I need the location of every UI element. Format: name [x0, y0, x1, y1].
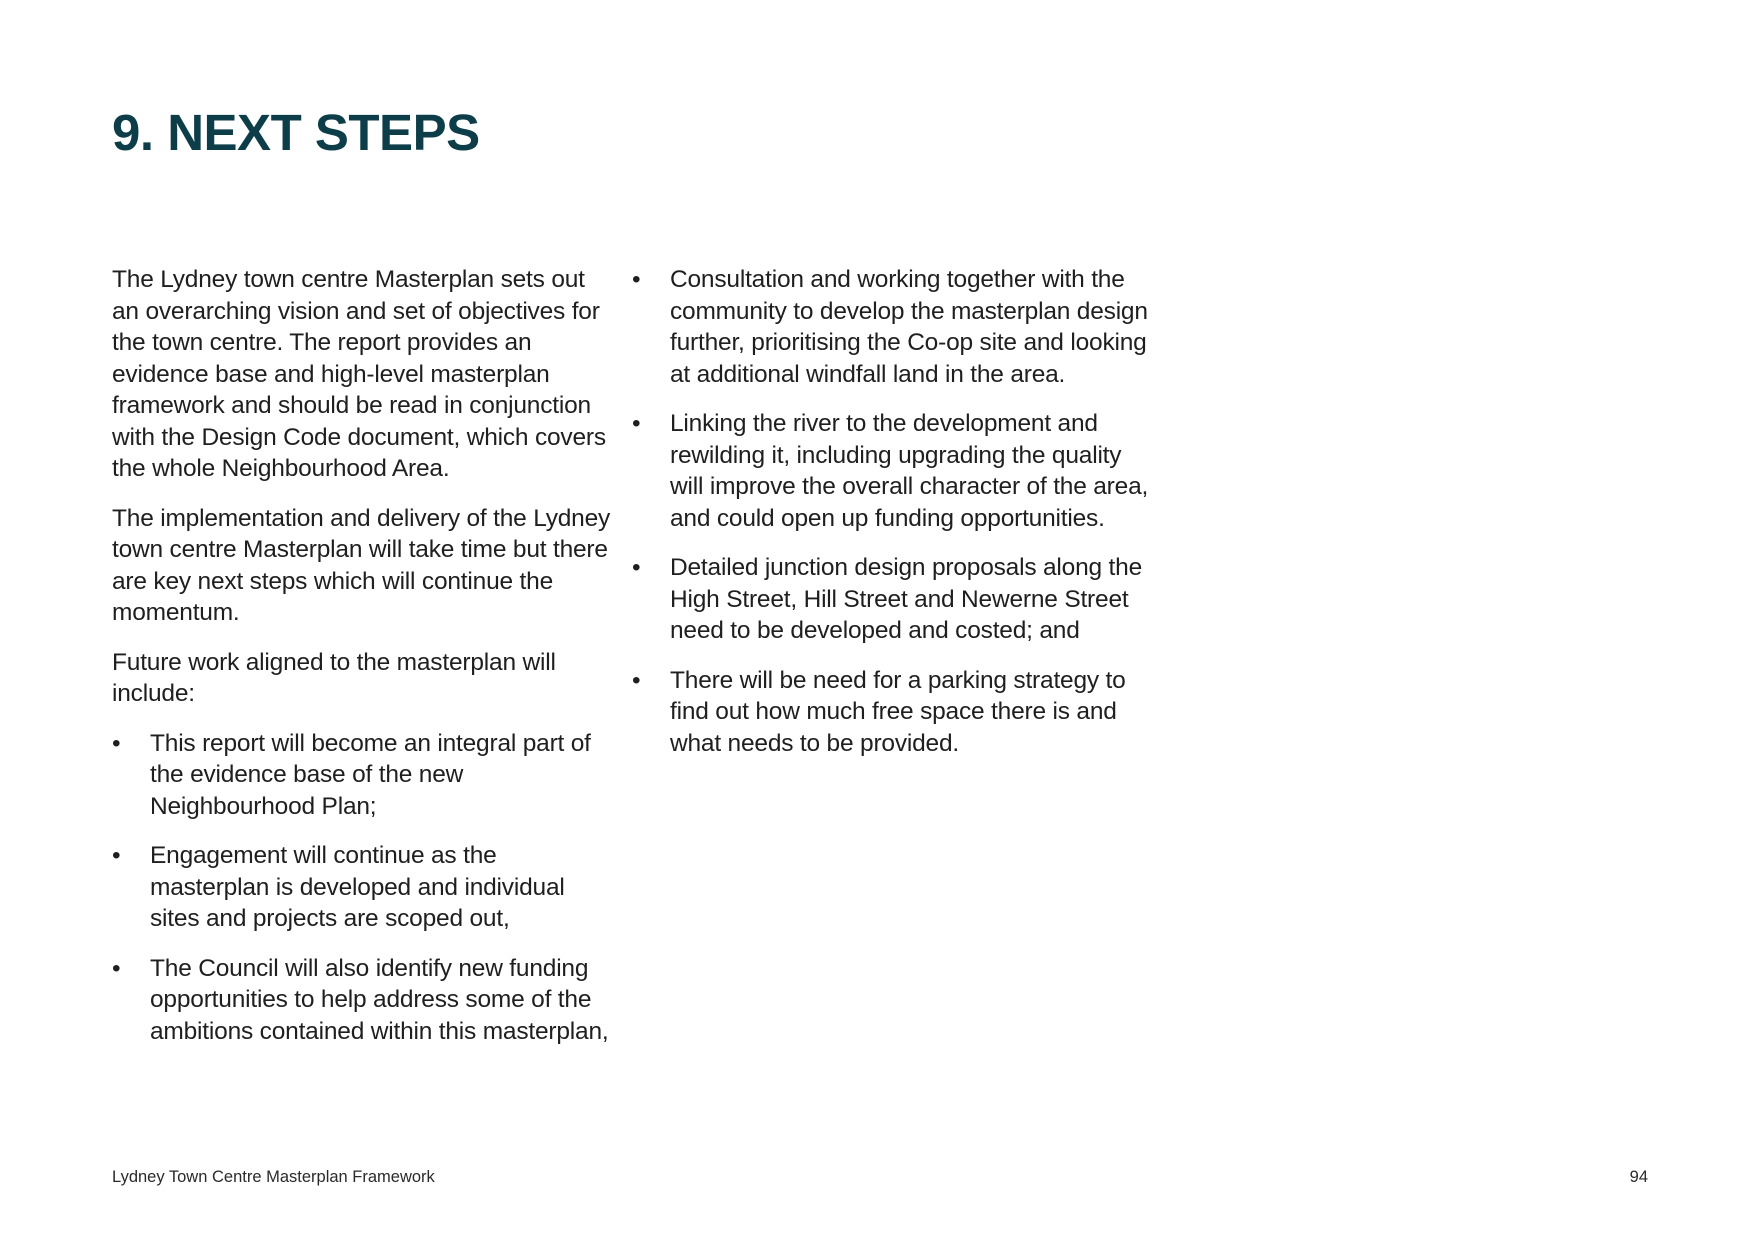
- future-work-list: [112, 728, 612, 1048]
- list-item: [112, 728, 612, 823]
- bullet-icon: •: [632, 410, 641, 437]
- list-item: [632, 408, 1152, 534]
- list-item: [632, 665, 1152, 760]
- list-item: [112, 840, 612, 935]
- bullet-icon: •: [632, 554, 641, 581]
- next-steps-list: [632, 264, 1152, 759]
- right-column: [632, 264, 1152, 777]
- list-item-text: The Council will also identify new funding opportunities to help address some of the ambitions contained within this masterplan,: [150, 954, 609, 1045]
- bullet-icon: •: [632, 666, 641, 694]
- list-item: [112, 953, 612, 1048]
- bullet-icon: •: [112, 729, 121, 757]
- page-number: 94: [1629, 1168, 1648, 1186]
- page-title: 9. NEXT STEPS: [112, 104, 480, 161]
- list-item-text: Consultation and working together with the community to develop the masterplan design further, prioritising the Co-op site and looking at additional windfall land in the area.: [670, 266, 1148, 388]
- list-item-text: There will be need for a parking strategy to find out how much free space there is and what needs to be provided.: [670, 666, 1126, 757]
- bullet-icon: •: [632, 266, 641, 293]
- implementation-paragraph: The implementation and delivery of the Lydney town centre Masterplan will take time but there are key next steps which will continue the momentum.: [112, 504, 611, 626]
- list-item: [632, 552, 1152, 647]
- footer-document-title: Lydney Town Centre Masterplan Framework: [112, 1168, 435, 1186]
- bullet-icon: •: [112, 842, 121, 869]
- list-item-text: Detailed junction design proposals along the High Street, Hill Street and Newerne Street need to be developed and costed; and: [670, 554, 1143, 644]
- list-item-text: This report will become an integral part of the evidence base of the new Neighbourhood Plan;: [150, 729, 591, 820]
- intro-paragraph: The Lydney town centre Masterplan sets out an overarching vision and set of objectives for the town centre. The report provides an evidence base and high-level masterplan framework and should be read in conjunction with the Design Code document, which covers the whole Neighbourhood Area.: [112, 266, 606, 482]
- list-item-text: Linking the river to the development and rewilding it, including upgrading the quality will improve the overall character of the area, and could open up funding opportunities.: [670, 410, 1149, 532]
- future-work-paragraph: Future work aligned to the masterplan will include:: [112, 648, 556, 707]
- left-column: [112, 264, 612, 1065]
- list-item-text: Engagement will continue as the masterplan is developed and individual sites and projects are scoped out,: [150, 842, 565, 932]
- bullet-icon: •: [112, 954, 121, 982]
- list-item: [632, 264, 1152, 390]
